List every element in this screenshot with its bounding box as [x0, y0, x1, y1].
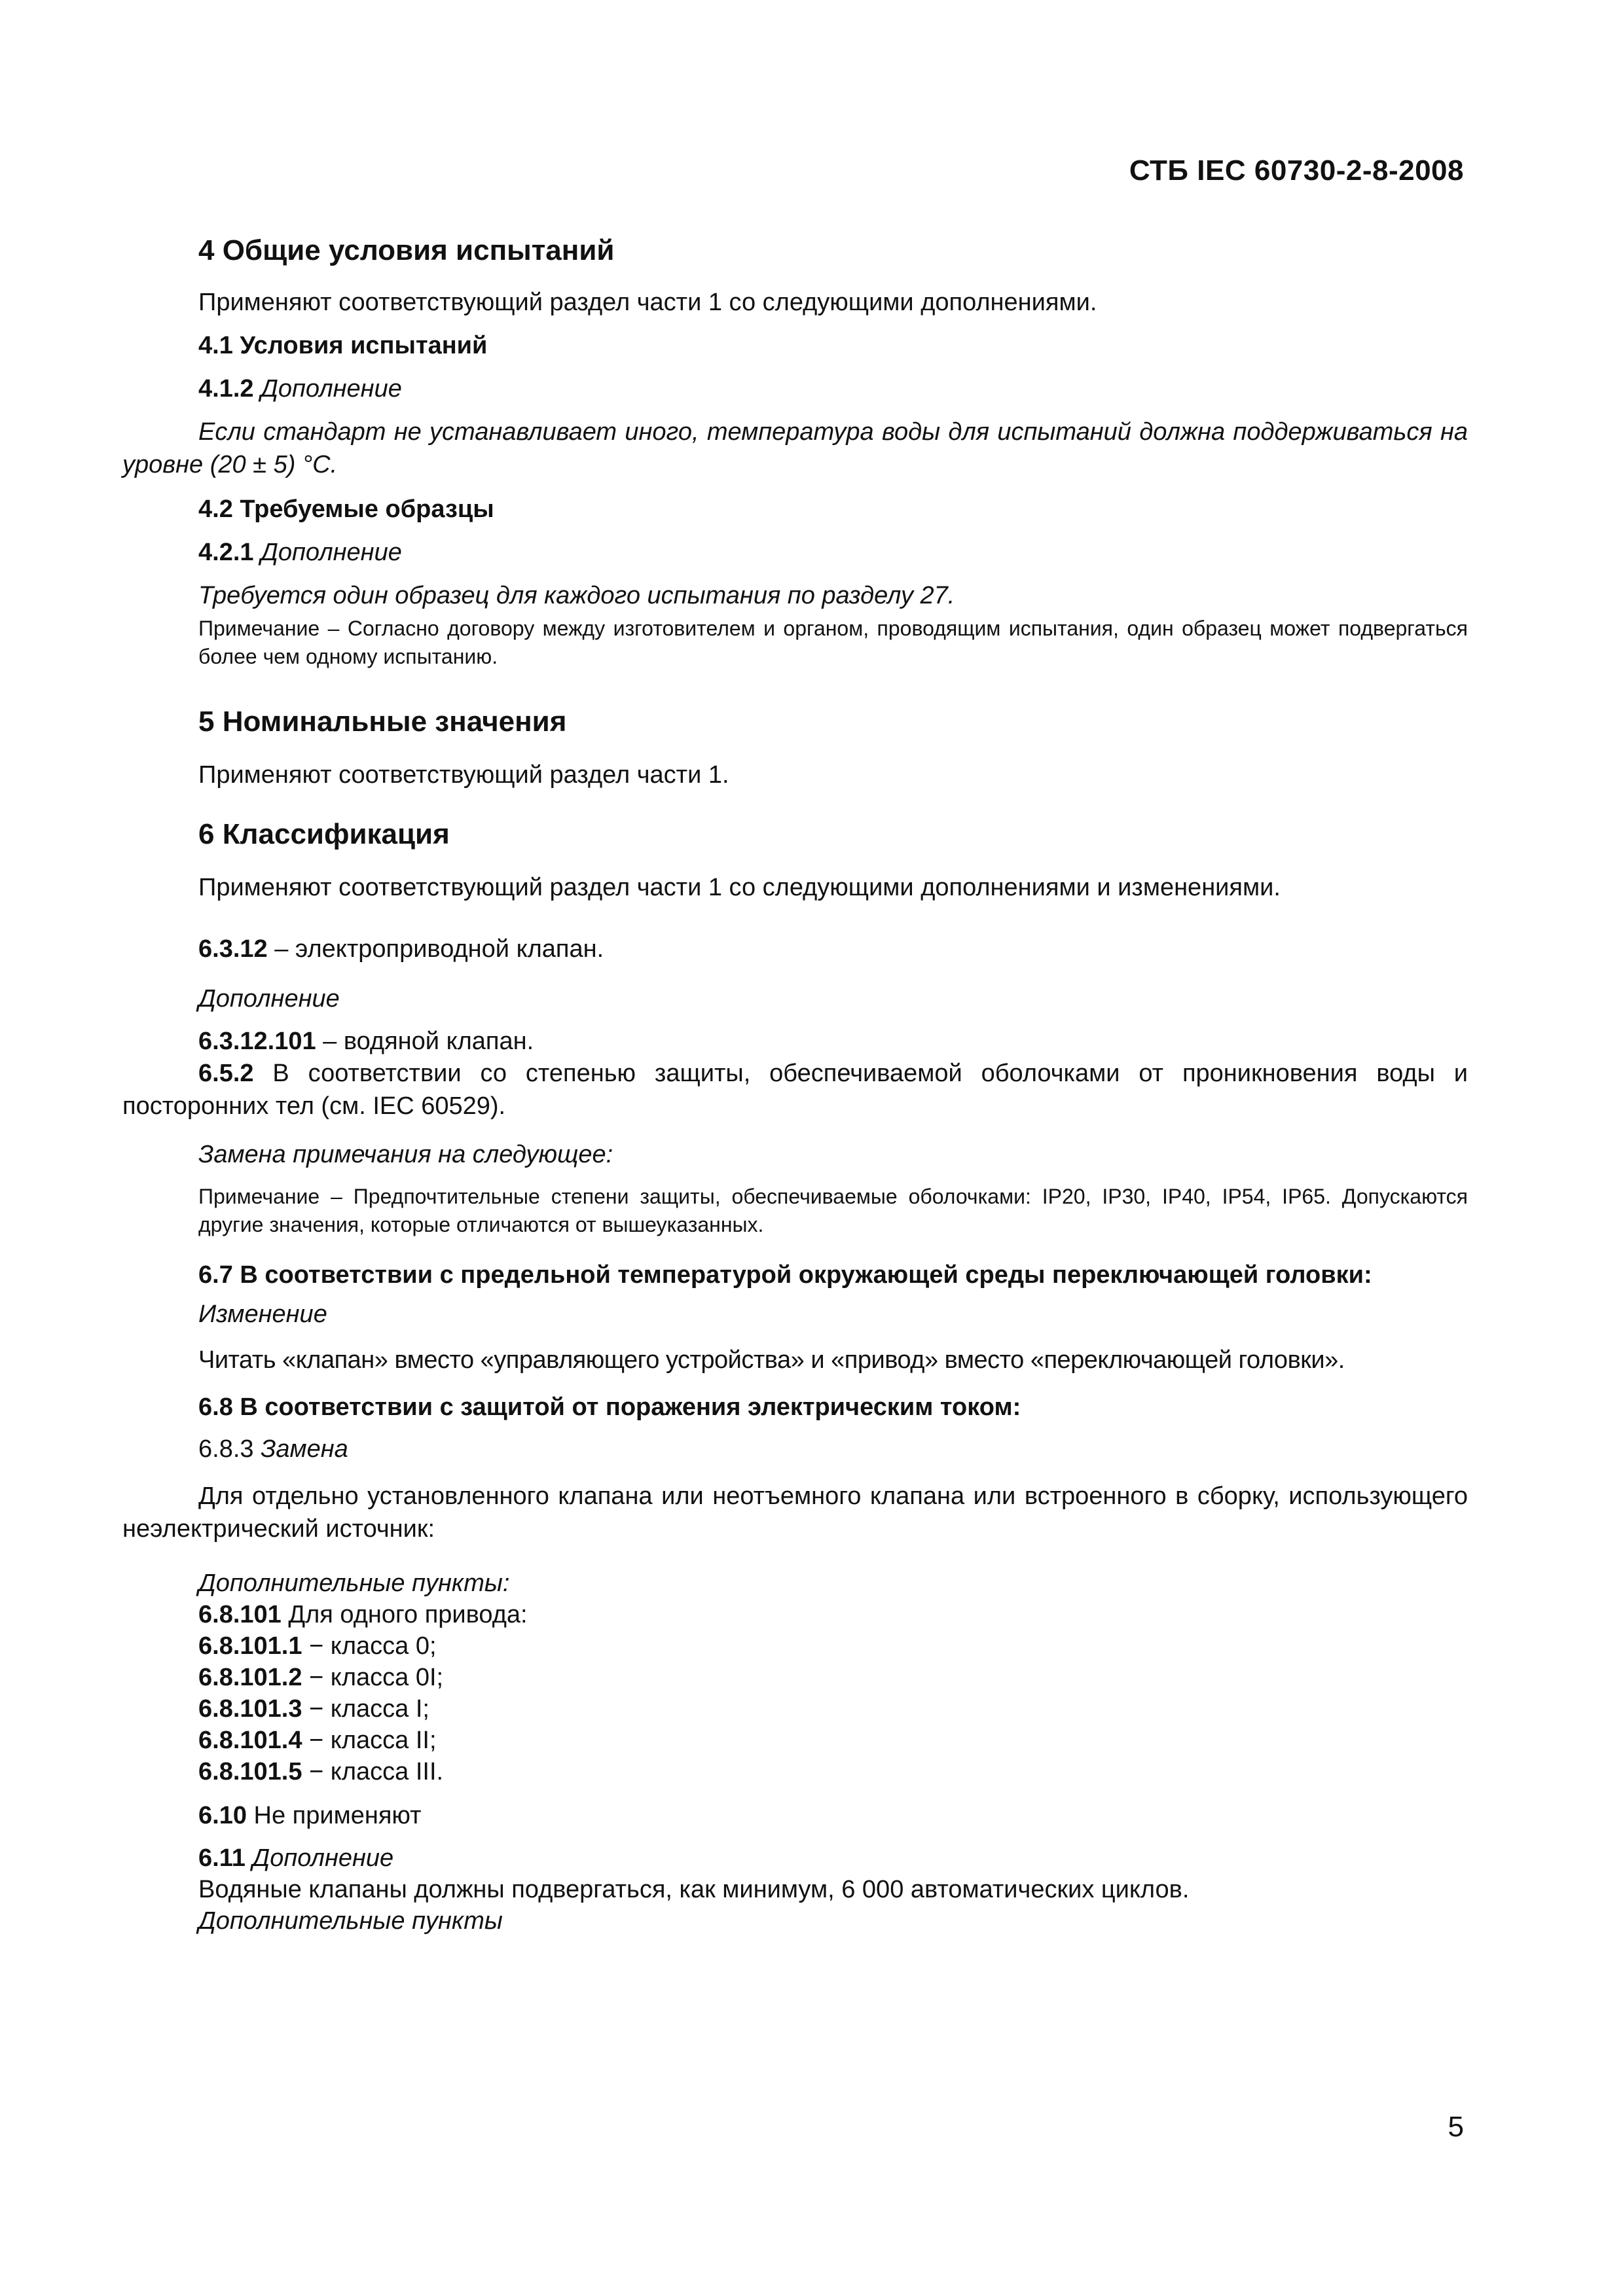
clause-6-8-101: [122, 1599, 1468, 1630]
clause-6-5-2-number: 6.5.2: [198, 1060, 254, 1087]
change-label: Изменение: [198, 1300, 327, 1328]
class-item: [122, 1725, 1468, 1756]
class-item: [122, 1630, 1468, 1662]
section-4-2-title: 4.2 Требуемые образцы: [198, 495, 494, 523]
clause-6-3-12-101-text: – водяной клапан.: [316, 1028, 534, 1055]
class-item-text: − класса I;: [302, 1695, 429, 1723]
clause-6-8-3-text: Для отдельно установленного клапана или неотъемного клапана или встроенного в сборку, использующего неэлектрический источник:: [122, 1482, 1468, 1543]
clause-6-11-number: 6.11: [198, 1844, 246, 1872]
clause-4-2-1-number: 4.2.1: [198, 539, 254, 566]
section-6-7-title: 6.7 В соответствии с предельной температурой окружающей среды переключающей головки:: [198, 1261, 1372, 1289]
class-item: [122, 1693, 1468, 1725]
clause-6-3-12-101: [122, 1026, 1468, 1057]
class-item-text: − класса 0I;: [302, 1664, 444, 1691]
section-5-text: Применяют соответствующий раздел части 1.: [198, 761, 729, 789]
class-item-number: 6.8.101.2: [198, 1664, 302, 1691]
note-4-2-1: Примечание – Согласно договору между изготовителем и органом, проводящим испытания, один образец может подвергаться более чем одному испытанию.: [198, 617, 1468, 668]
section-6-intro: Применяют соответствующий раздел части 1 со следующими дополнениями и изменениями.: [198, 874, 1281, 901]
clause-6-11-label: Дополнение: [245, 1844, 394, 1872]
class-item-number: 6.8.101.1: [198, 1632, 302, 1660]
section-6-7-text: Читать «клапан» вместо «управляющего устройства» и «привод» вместо «переключающей головки».: [198, 1346, 1345, 1374]
class-item-number: 6.8.101.3: [198, 1695, 302, 1723]
clause-4-2-1-text: Требуется один образец для каждого испытания по разделу 27.: [198, 582, 955, 609]
clause-4-1-2-text: Если стандарт не устанавливает иного, температура воды для испытаний должна поддерживаться на уровне (20 ± 5) °С.: [122, 418, 1468, 478]
section-4-1-title: 4.1 Условия испытаний: [198, 332, 488, 359]
clause-6-3-12: [122, 933, 1468, 965]
class-item-text: − класса III.: [302, 1758, 444, 1785]
clause-6-8-101-text: Для одного привода:: [281, 1601, 528, 1628]
section-6-8-title: 6.8 В соответствии с защитой от поражения электрическим током:: [198, 1393, 1021, 1421]
clause-4-2-1-label: Дополнение: [261, 539, 402, 566]
clause-4-1-2-label: Дополнение: [261, 375, 402, 403]
section-4-intro: Применяют соответствующий раздел части 1 со следующими дополнениями.: [198, 289, 1097, 316]
clause-6-8-3-label: Замена: [261, 1435, 348, 1463]
clause-4-2-1: [122, 536, 1468, 569]
clause-6-10: [122, 1799, 1468, 1832]
clause-6-3-12-number: 6.3.12: [198, 935, 268, 963]
section-6-title: 6 Классификация: [198, 818, 450, 850]
class-item-number: 6.8.101.5: [198, 1758, 302, 1785]
class-item-text: − класса 0;: [302, 1632, 437, 1660]
class-item-text: − класса II;: [302, 1727, 437, 1754]
class-item: [122, 1662, 1468, 1693]
clause-6-10-text: Не применяют: [246, 1802, 422, 1829]
clause-6-3-12-text: – электроприводной клапан.: [267, 935, 604, 963]
clause-4-1-2-number: 4.1.2: [198, 375, 254, 403]
note-6-5-2: Примечание – Предпочтительные степени защиты, обеспечиваемые оболочками: IP20, IP30, IP40, IP54, IP65. Допускаются другие значения, которые отличаются от вышеуказанных.: [198, 1185, 1468, 1236]
replace-note-label: Замена примечания на следующее:: [198, 1141, 613, 1168]
class-item-number: 6.8.101.4: [198, 1727, 302, 1754]
class-item: [122, 1756, 1468, 1787]
clause-6-5-2-text: В соответствии со степенью защиты, обеспечиваемой оболочками от проникновения воды и посторонних тел (см. IEC 60529).: [122, 1060, 1468, 1120]
page-content: [122, 232, 1468, 1937]
clause-6-8-101-number: 6.8.101: [198, 1601, 282, 1628]
section-4-title: 4 Общие условия испытаний: [198, 234, 615, 266]
clause-6-3-12-101-number: 6.3.12.101: [198, 1028, 316, 1055]
clause-6-11: [122, 1842, 1468, 1874]
clause-6-10-number: 6.10: [198, 1802, 247, 1829]
extra-items-label: Дополнительные пункты:: [198, 1570, 510, 1597]
clause-6-11-text: Водяные клапаны должны подвергаться, как минимум, 6 000 автоматических циклов.: [198, 1876, 1190, 1903]
clause-6-11-extra-label: Дополнительные пункты: [198, 1907, 503, 1935]
section-5-title: 5 Номинальные значения: [198, 706, 567, 738]
page-number: 5: [1448, 2111, 1464, 2143]
clause-6-5-2: [122, 1057, 1468, 1122]
document-id: СТБ IEC 60730-2-8-2008: [1129, 154, 1464, 187]
clause-6-8-3-number: 6.8.3: [198, 1435, 254, 1463]
clause-4-1-2: [122, 372, 1468, 405]
clause-6-8-3: [122, 1433, 1468, 1465]
addition-label: Дополнение: [198, 985, 340, 1013]
